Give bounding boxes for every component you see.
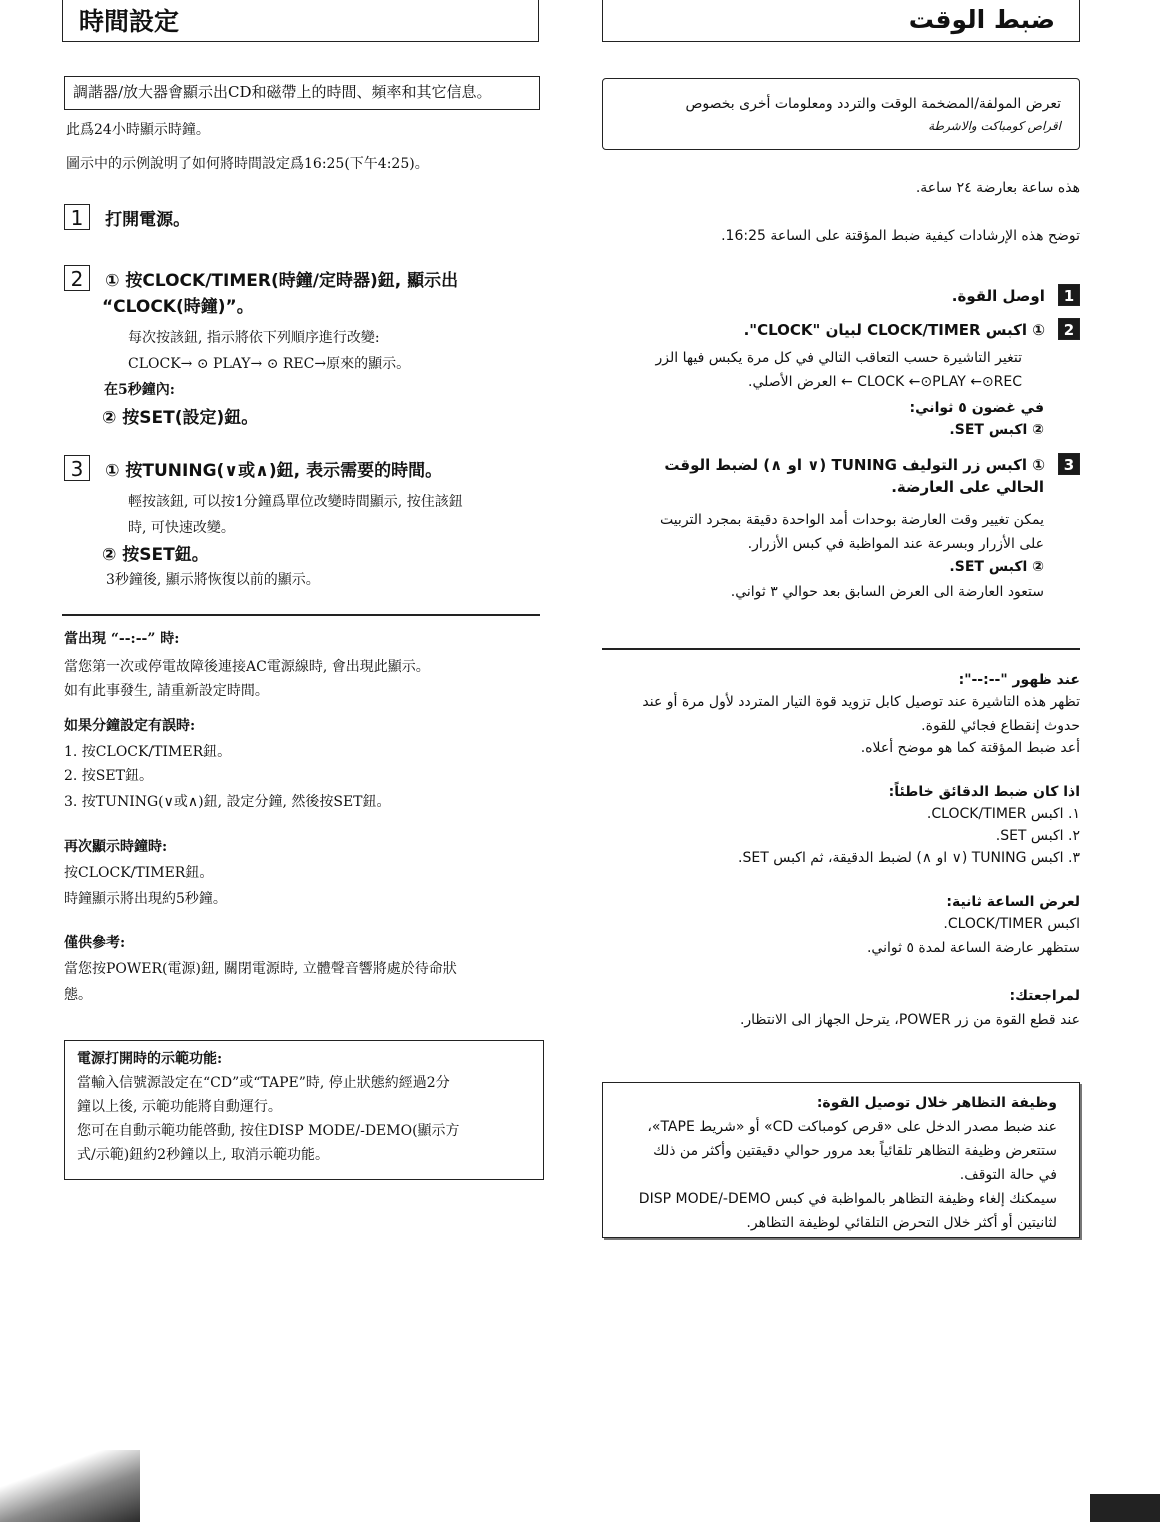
intro-line-1: 此爲24小時顯示時鐘。 <box>66 122 210 138</box>
page-edge-tab <box>1090 1494 1160 1522</box>
intro-line: تعرض المولفة/المضخمة الوقت والتردد ومعلومات أخرى بخصوص <box>685 96 1061 112</box>
step-1-chinese <box>64 204 190 230</box>
demo-function-box-arabic <box>602 1082 1080 1238</box>
step-3-after: ستعود العارضة الى العرض السابق بعد حوالي ٣ ثواني. <box>730 584 1044 600</box>
intro-box-arabic <box>602 78 1080 150</box>
step-1-text: اوصل القوة. <box>951 287 1045 305</box>
intro-line-2: توضح هذه الإرشادات كيفية ضبط المؤقتة على الساعة 16:25. <box>721 228 1080 244</box>
title-box-arabic <box>602 0 1080 42</box>
step-2-heading-cont: “CLOCK(時鐘)”。 <box>102 297 254 317</box>
demo-box-line: 式/示範)鈕約2秒鐘以上, 取消示範功能。 <box>77 1147 329 1163</box>
note-text: 時鐘顯示將出現約5秒鐘。 <box>64 891 227 907</box>
step-2-arabic <box>744 318 1080 340</box>
step-2-note-2: CLOCK ←⊙PLAY ←⊙REC ← العرض الأصلي. <box>748 374 1022 390</box>
note-text: تظهر هذه التاشيرة عند توصيل كابل تزويد قوة التيار المتردد لأول مرة أو عند <box>642 694 1080 710</box>
step-2-note-1: 每次按該鈕, 指示將依下列順序進行改變: <box>128 330 380 346</box>
demo-box-line: عند ضبط مصدر الدخل على «قرص كومباكت CD» أو «شريط TAPE»، <box>647 1119 1057 1135</box>
intro-line-1: هذه ساعة بعارضة ٢٤ ساعة. <box>915 180 1080 196</box>
step-number: 3 <box>1058 453 1080 475</box>
step-3-heading: ① 按TUNING(∨或∧)鈕, 表示需要的時間。 <box>105 461 443 481</box>
note-text: حدوث إنقطاع فجائي للقوة. <box>921 718 1080 734</box>
demo-box-line: لثانيتين أو أكثر خلال التحرض التلقائي لوظيفة التظاهر. <box>746 1215 1057 1231</box>
step-2-within: 在5秒鐘內: <box>104 382 175 398</box>
step-number: 1 <box>64 204 90 230</box>
note-text: 2. 按SET鈕。 <box>64 768 153 784</box>
note-text: ٣. اكبس TUNING (∨ او ∧) لضبط الدقيقة، ثم اكبس SET. <box>738 850 1080 866</box>
step-3-note-1: يمكن تغيير وقت العارضة بوحدات أمد الواحدة دقيقة بمجرد التربيت <box>659 512 1044 528</box>
demo-box-heading: وظيفة التظاهر خلال توصيل القوة: <box>816 1095 1057 1111</box>
demo-function-box-chinese <box>64 1040 544 1180</box>
demo-box-line: سيمكنك إلغاء وظيفة التظاهر بالمواظبة في كبس DISP MODE/-DEMO <box>638 1191 1057 1207</box>
step-3-heading-cont: الحالي على العارضة. <box>891 478 1044 496</box>
step-1-arabic <box>952 284 1080 306</box>
note-heading-blank-display: 當出現 “--:--” 時: <box>64 631 180 647</box>
step-3-arabic <box>664 453 1080 475</box>
step-2-sub: ② 按SET(設定)鈕。 <box>102 408 259 428</box>
step-2-sub: ② اكبس SET. <box>949 422 1044 438</box>
note-heading-minute-error: 如果分鐘設定有誤時: <box>64 718 196 734</box>
note-text: 當您第一次或停電故障後連接AC電源線時, 會出現此顯示。 <box>64 659 430 675</box>
note-heading-reference: 僅供參考: <box>64 935 126 951</box>
intro-box-chinese: 調諧器/放大器會顯示出CD和磁帶上的時間、頻率和其它信息。 <box>64 76 540 110</box>
step-number: 2 <box>1058 318 1080 340</box>
demo-box-line: 鐘以上後, 示範功能將自動運行。 <box>77 1099 282 1115</box>
note-text: 如有此事發生, 請重新設定時間。 <box>64 683 269 699</box>
demo-box-line: 當輸入信號源設定在“CD”或“TAPE”時, 停止狀態約經過2分 <box>77 1075 450 1091</box>
note-text: ١. اكبس CLOCK/TIMER. <box>926 806 1080 822</box>
note-text: 按CLOCK/TIMER鈕。 <box>64 865 214 881</box>
note-text: ستظهر عارضة الساعة لمدة ٥ ثواني. <box>866 940 1080 956</box>
note-heading-blank-display: عند ظهور "--:--": <box>958 672 1080 688</box>
demo-box-line: في حالة التوقف. <box>959 1167 1057 1183</box>
demo-box-line: 您可在自動示範功能啓動, 按住DISP MODE/-DEMO(顯示方 <box>77 1123 460 1139</box>
note-text: 當您按POWER(電源)鈕, 關閉電源時, 立體聲音響將處於待命狀 <box>64 961 457 977</box>
scan-shadow <box>0 1450 140 1522</box>
step-2-heading: ① اكبس CLOCK/TIMER لبيان "CLOCK". <box>743 321 1045 339</box>
demo-box-line: ستتعرض وظيفة التظاهر تلقائياً بعد مرور حوالي دقيقتين وأكثر من ذلك <box>653 1143 1057 1159</box>
intro-line-2: 圖示中的示例說明了如何將時間設定爲16:25(下午4:25)。 <box>66 156 429 172</box>
step-3-sub: ② 按SET鈕。 <box>102 545 209 565</box>
step-number: 2 <box>64 265 90 291</box>
step-2-heading: ① 按CLOCK/TIMER(時鐘/定時器)鈕, 顯示出 <box>105 271 459 291</box>
step-2-note-1: تتغير التاشيرة حسب التعاقب التالي في كل مرة يكبس فيها الزر <box>655 350 1022 366</box>
note-heading-redisplay: لعرض الساعة ثانية: <box>946 894 1080 910</box>
step-3-note-2: 時, 可快速改變。 <box>128 520 235 536</box>
note-text: عند قطع القوة من زر POWER، يترحل الجهاز الى الانتظار. <box>739 1012 1080 1028</box>
step-3-note-1: 輕按該鈕, 可以按1分鐘爲單位改變時間顯示, 按住該鈕 <box>128 494 463 510</box>
step-1-text: 打開電源。 <box>105 210 191 230</box>
intro-line: اقراص كومباكت والاشرطة <box>928 119 1061 133</box>
step-3-note-2: على الأزرار وبسرعة عند المواظبة في كبس الأزرار. <box>747 536 1044 552</box>
step-2-within: في غضون ٥ ثواني: <box>909 400 1044 416</box>
note-text: 1. 按CLOCK/TIMER鈕。 <box>64 744 232 760</box>
page-title-chinese: 時間設定 <box>79 6 180 36</box>
step-number: 1 <box>1058 284 1080 306</box>
note-heading-minute-error: اذا كان ضبط الدقائق خاطئاً: <box>888 784 1080 800</box>
note-heading-redisplay: 再次顯示時鐘時: <box>64 839 168 855</box>
note-text: 態。 <box>64 987 92 1003</box>
note-text: اكبس CLOCK/TIMER. <box>943 916 1080 932</box>
step-3-sub: ② اكبس SET. <box>949 559 1044 575</box>
divider <box>62 614 540 616</box>
step-number: 3 <box>64 455 90 481</box>
note-text: ٢. اكبس SET. <box>995 828 1080 844</box>
divider <box>602 648 1080 650</box>
title-box-chinese <box>62 0 539 42</box>
step-2-chinese <box>64 265 458 291</box>
note-text: 3. 按TUNING(∨或∧)鈕, 設定分鐘, 然後按SET鈕。 <box>64 794 391 810</box>
note-heading-reference: لمراجعتك: <box>1009 988 1080 1004</box>
step-3-chinese <box>64 455 442 481</box>
note-text: أعد ضبط المؤقتة كما هو موضح أعلاه. <box>860 740 1080 756</box>
page-title-arabic: ضبط الوقت <box>908 5 1055 34</box>
demo-box-heading: 電源打開時的示範功能: <box>77 1051 223 1067</box>
step-3-after: 3秒鐘後, 顯示將恢復以前的顯示。 <box>106 572 320 588</box>
step-3-heading: ① اكبس زر التوليف TUNING (∨ او ∧) لضبط الوقت <box>664 456 1045 474</box>
step-2-note-2: CLOCK→ ⊙ PLAY→ ⊙ REC→原來的顯示。 <box>128 356 411 372</box>
